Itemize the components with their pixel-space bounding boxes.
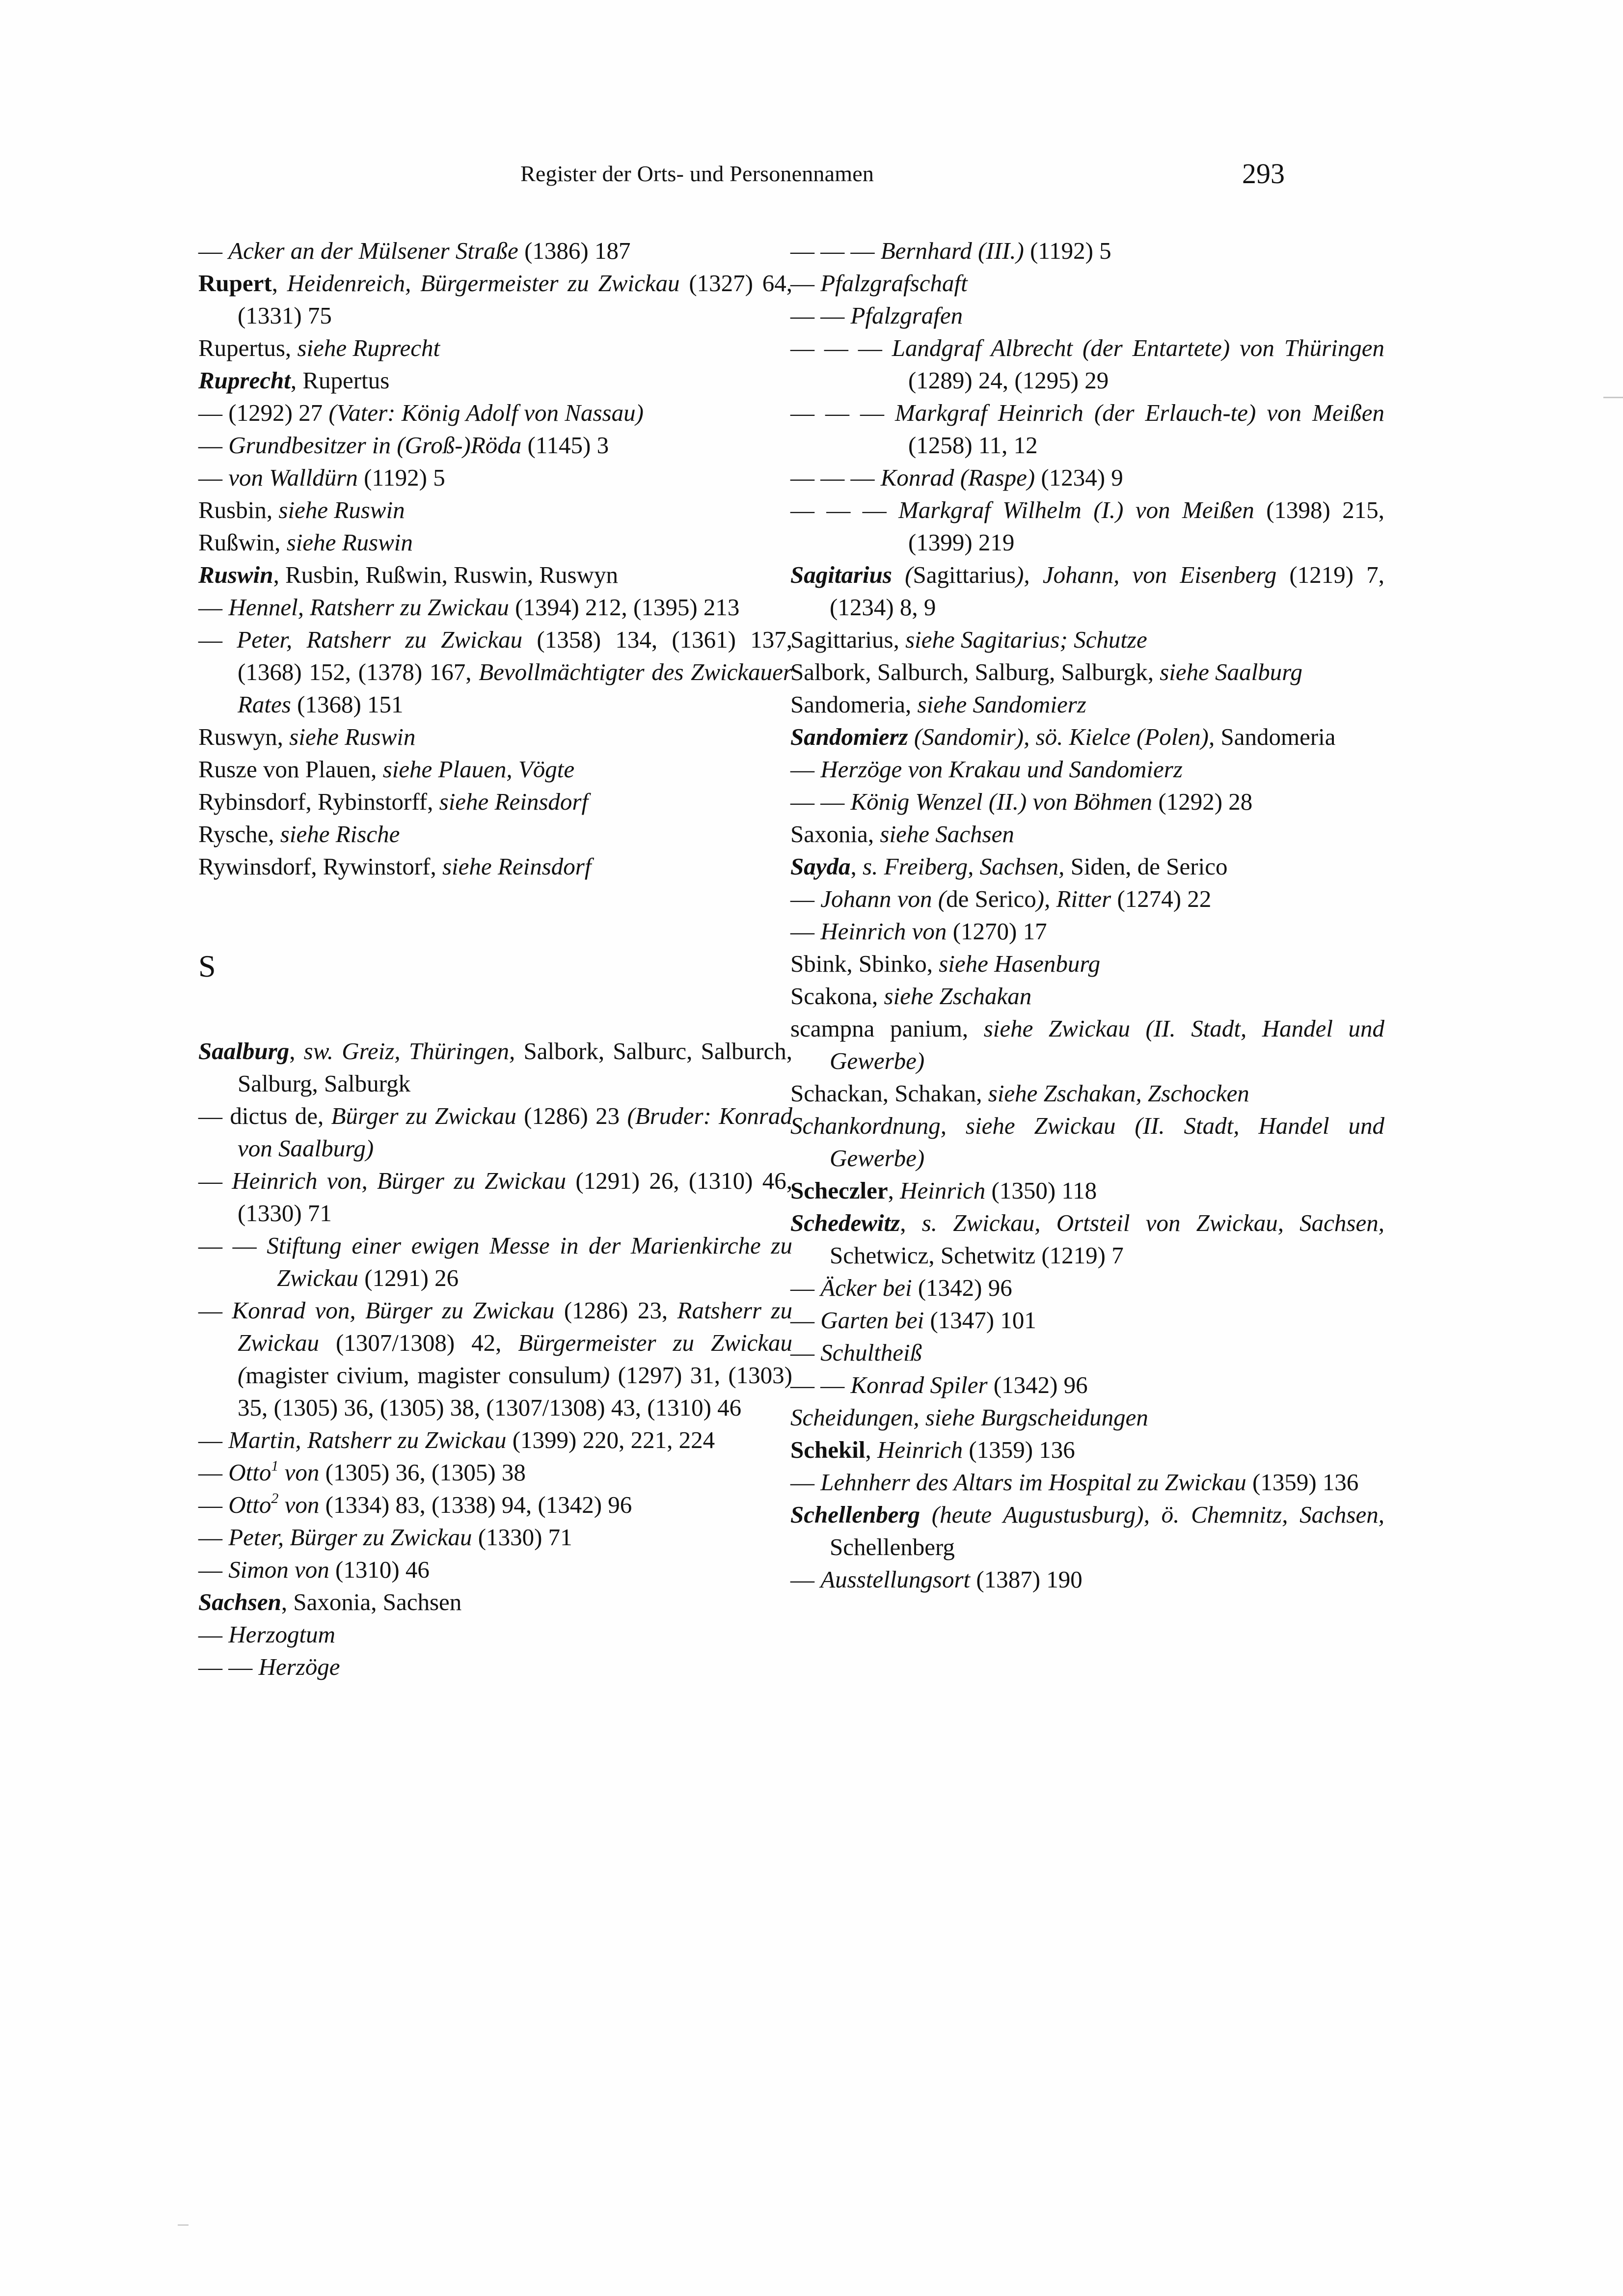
index-entry: Rußwin, siehe Ruswin: [198, 529, 413, 556]
index-entry: Schedewitz, s. Zwickau, Ortsteil von Zwickau, Sachsen, Schetwicz, Schetwitz (1219) 7: [790, 1209, 1384, 1269]
index-entry: Ruswin, Rusbin, Rußwin, Ruswin, Ruswyn: [198, 561, 618, 588]
index-column-right: [790, 235, 1384, 1596]
index-entry: Ruprecht, Rupertus: [198, 367, 390, 394]
index-entry: Sagittarius, siehe Sagitarius; Schutze: [790, 626, 1147, 653]
index-subentry: — dictus de, Bürger zu Zwickau (1286) 23 (Bruder: Konrad von Saalburg): [198, 1102, 792, 1162]
index-entry: Rupert, Heidenreich, Bürgermeister zu Zwickau (1327) 64, (1331) 75: [198, 270, 792, 329]
index-entry: Rysche, siehe Rische: [198, 820, 400, 847]
index-entry: Salbork, Salburch, Salburg, Salburgk, siehe Saalburg: [790, 658, 1302, 685]
index-entry: Scheczler, Heinrich (1350) 118: [790, 1177, 1097, 1204]
index-column-left: [198, 235, 792, 1683]
index-entry: Rupertus, siehe Ruprecht: [198, 334, 440, 361]
index-subentry: — — Pfalzgrafen: [790, 302, 963, 329]
margin-mark: [1603, 397, 1623, 398]
index-entry: Scheidungen, siehe Burgscheidungen: [790, 1404, 1148, 1431]
index-subentry: — Äcker bei (1342) 96: [790, 1274, 1012, 1301]
running-header-title: Register der Orts- und Personennamen: [520, 161, 874, 186]
index-subentry: — Grundbesitzer in (Groß-)Röda (1145) 3: [198, 432, 609, 459]
index-subentry: — Martin, Ratsherr zu Zwickau (1399) 220, 221, 224: [198, 1426, 715, 1453]
index-subentry: — Peter, Ratsherr zu Zwickau (1358) 134, (1361) 137, (1368) 152, (1378) 167, Bevollmächtigter des Zwickauer Rates (1368) 151: [198, 626, 792, 718]
index-entry: Sandomierz (Sandomir), sö. Kielce (Polen), Sandomeria: [790, 723, 1336, 750]
index-subentry: — Peter, Bürger zu Zwickau (1330) 71: [198, 1524, 572, 1551]
index-subentry: — Heinrich von (1270) 17: [790, 918, 1047, 945]
index-subentry: — Acker an der Mülsener Straße (1386) 187: [198, 237, 631, 264]
index-entry: Sandomeria, siehe Sandomierz: [790, 691, 1086, 718]
index-subentry: — — — Markgraf Heinrich (der Erlauch-te) von Meißen (1258) 11, 12: [790, 399, 1384, 459]
index-entry: Sagitarius (Sagittarius), Johann, von Eisenberg (1219) 7, (1234) 8, 9: [790, 561, 1384, 621]
index-subentry: — Pfalzgrafschaft: [790, 270, 968, 297]
index-entry: Saxonia, siehe Sachsen: [790, 820, 1014, 847]
index-entry: Saalburg, sw. Greiz, Thüringen, Salbork, Salburc, Salburch, Salburg, Salburgk: [198, 1038, 793, 1097]
index-subentry: — von Walldürn (1192) 5: [198, 464, 445, 491]
index-entry: Ruswyn, siehe Ruswin: [198, 723, 416, 750]
index-entry: Sayda, s. Freiberg, Sachsen, Siden, de Serico: [790, 853, 1228, 880]
index-entry: Rusze von Plauen, siehe Plauen, Vögte: [198, 756, 575, 783]
section-letter-heading: S: [198, 949, 216, 984]
index-subentry: — Simon von (1310) 46: [198, 1556, 430, 1583]
index-subentry: — Otto$^2$ von (1334) 83, (1338) 94, (1342) 96: [198, 1490, 632, 1518]
index-entry: Schekil, Heinrich (1359) 136: [790, 1436, 1075, 1463]
index-subentry: — Johann von (de Serico), Ritter (1274) 22: [790, 885, 1212, 912]
index-subentry: — — — Bernhard (III.) (1192) 5: [790, 237, 1111, 264]
index-subentry: — Ausstellungsort (1387) 190: [790, 1566, 1082, 1593]
index-subentry: — — — Konrad (Raspe) (1234) 9: [790, 464, 1123, 491]
index-entry: Rusbin, siehe Ruswin: [198, 496, 405, 523]
index-entry: Schackan, Schakan, siehe Zschakan, Zschocken: [790, 1080, 1249, 1107]
index-entry: Rybinsdorf, Rybinstorff, siehe Reinsdorf: [198, 788, 589, 815]
index-subentry: — Heinrich von, Bürger zu Zwickau (1291) 26, (1310) 46, (1330) 71: [198, 1167, 793, 1227]
index-subentry: — — Stiftung einer ewigen Messe in der Marienkirche zu Zwickau (1291) 26: [198, 1232, 792, 1291]
page-number: 293: [1242, 158, 1285, 190]
index-subentry: — — König Wenzel (II.) von Böhmen (1292) 28: [790, 788, 1253, 815]
index-subentry: — — Herzöge: [198, 1653, 340, 1680]
index-subentry: — — — Landgraf Albrecht (der Entartete) von Thüringen (1289) 24, (1295) 29: [790, 334, 1384, 394]
index-subentry: — — Konrad Spiler (1342) 96: [790, 1371, 1088, 1398]
index-entry: Schankordnung, siehe Zwickau (II. Stadt, Handel und Gewerbe): [790, 1112, 1384, 1172]
index-entry: Schellenberg (heute Augustusburg), ö. Chemnitz, Sachsen, Schellenberg: [790, 1501, 1384, 1560]
index-subentry: — Otto$^1$ von (1305) 36, (1305) 38: [198, 1458, 526, 1486]
index-subentry: — Konrad von, Bürger zu Zwickau (1286) 23, Ratsherr zu Zwickau (1307/1308) 42, Bürgermeister zu Zwickau (magister civium, magister consulum) (1297) 31, (1303) 35, (1305) 36, (1305) 38, (1307/1308) 43, (1310) 46: [198, 1297, 792, 1421]
index-entry: Sachsen, Saxonia, Sachsen: [198, 1588, 462, 1615]
index-subentry: — Herzöge von Krakau und Sandomierz: [790, 756, 1183, 783]
index-subentry: — Garten bei (1347) 101: [790, 1307, 1036, 1334]
index-subentry: — (1292) 27 (Vater: König Adolf von Nassau): [198, 399, 644, 426]
page-header: [0, 156, 1623, 191]
index-entry: Rywinsdorf, Rywinstorf, siehe Reinsdorf: [198, 853, 592, 880]
index-entry: scampna panium, siehe Zwickau (II. Stadt, Handel und Gewerbe): [790, 1015, 1385, 1074]
index-entry: Scakona, siehe Zschakan: [790, 983, 1032, 1010]
index-subentry: — Schultheiß: [790, 1339, 922, 1366]
index-subentry: — Herzogtum: [198, 1621, 336, 1648]
index-subentry: — — — Markgraf Wilhelm (I.) von Meißen (1398) 215, (1399) 219: [790, 496, 1384, 556]
index-subentry: — Lehnherr des Altars im Hospital zu Zwickau (1359) 136: [790, 1469, 1359, 1496]
index-entry: Sbink, Sbinko, siehe Hasenburg: [790, 950, 1101, 977]
margin-mark-bottom: [178, 2224, 189, 2226]
index-subentry: — Hennel, Ratsherr zu Zwickau (1394) 212, (1395) 213: [198, 594, 740, 621]
